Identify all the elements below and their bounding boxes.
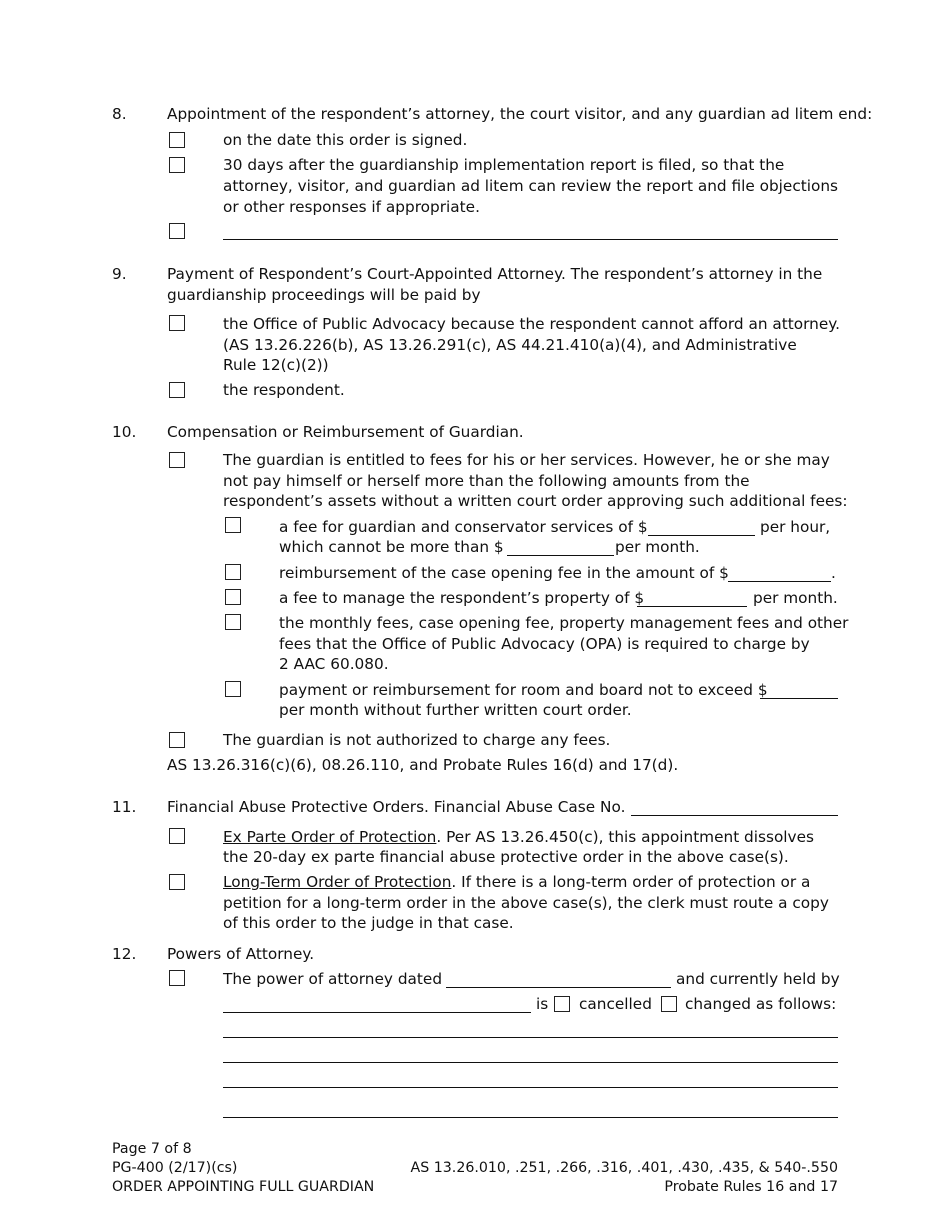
footer-form-title: ORDER APPOINTING FULL GUARDIAN xyxy=(112,1179,375,1195)
item10-room-board-field[interactable] xyxy=(760,698,838,699)
item12-changed-label: changed as follows: xyxy=(685,995,837,1013)
item10-opa-fees-line2: fees that the Office of Public Advocacy (OPA) is required to charge by xyxy=(279,635,810,653)
item10-property-fee-checkbox[interactable] xyxy=(225,589,241,605)
item12-poa-holder-field[interactable] xyxy=(223,1012,531,1013)
item8-option3-checkbox[interactable] xyxy=(169,223,185,239)
item12-cancelled-label: cancelled xyxy=(579,995,652,1013)
item10-property-fee-suffix: per month. xyxy=(753,589,838,607)
item10-opa-fees-line3: 2 AAC 60.080. xyxy=(279,655,389,673)
item9-number: 9. xyxy=(112,265,127,283)
item8-option1-label: on the date this order is signed. xyxy=(223,131,468,149)
item10-reimbursement-label: reimbursement of the case opening fee in the amount of $ xyxy=(279,564,729,582)
item9-heading-line1: Payment of Respondent’s Court-Appointed Attorney. The respondent’s attorney in the xyxy=(167,265,823,283)
item10-number: 10. xyxy=(112,423,137,441)
item10-reimbursement-field[interactable] xyxy=(728,581,831,582)
item10-hourly-fee-field[interactable] xyxy=(648,535,755,536)
item11-ex-parte-line2: the 20-day ex parte financial abuse protective order in the above case(s). xyxy=(223,848,789,866)
item10-fees-line1: The guardian is entitled to fees for his or her services. However, he or she may xyxy=(223,451,830,469)
item12-poa-dated-label: The power of attorney dated xyxy=(223,970,443,988)
footer-form-number: PG-400 (2/17)(cs) xyxy=(112,1160,238,1176)
item8-other-field[interactable] xyxy=(223,239,838,240)
item11-long-term-line3: of this order to the judge in that case. xyxy=(223,914,514,932)
item8-option2-line1: 30 days after the guardianship implementation report is filed, so that the xyxy=(223,156,785,174)
item8-option2-line3: or other responses if appropriate. xyxy=(223,198,480,216)
item9-respondent-label: the respondent. xyxy=(223,381,345,399)
item12-poa-checkbox[interactable] xyxy=(169,970,185,986)
item11-long-term-line1 xyxy=(223,872,810,893)
item10-monthly-cap-suffix: per month. xyxy=(615,538,700,556)
footer-page-number: Page 7 of 8 xyxy=(112,1141,192,1157)
item10-monthly-cap-field[interactable] xyxy=(507,555,614,556)
item11-heading: Financial Abuse Protective Orders. Financial Abuse Case No. xyxy=(167,798,626,816)
item10-opa-fees-checkbox[interactable] xyxy=(225,614,241,630)
item10-heading: Compensation or Reimbursement of Guardian. xyxy=(167,423,524,441)
item10-reimbursement-period: . xyxy=(831,564,836,582)
item10-room-board-checkbox[interactable] xyxy=(225,681,241,697)
item10-not-authorized-checkbox[interactable] xyxy=(169,732,185,748)
item10-opa-fees-line1: the monthly fees, case opening fee, property management fees and other xyxy=(279,614,849,632)
item12-number: 12. xyxy=(112,945,137,963)
item10-hourly-fee-checkbox[interactable] xyxy=(225,517,241,533)
item10-not-authorized-label: The guardian is not authorized to charge any fees. xyxy=(223,731,611,749)
item10-fees-line3: respondent’s assets without a written court order approving such additional fees: xyxy=(223,492,848,510)
item12-poa-held-label: and currently held by xyxy=(676,970,840,988)
item10-reimbursement-checkbox[interactable] xyxy=(225,564,241,580)
item11-ex-parte-text: . Per AS 13.26.450(c), this appointment dissolves xyxy=(436,828,814,846)
item8-heading: Appointment of the respondent’s attorney, the court visitor, and any guardian ad litem end: xyxy=(167,105,873,123)
item12-changes-line1[interactable] xyxy=(223,1037,838,1038)
item12-heading: Powers of Attorney. xyxy=(167,945,315,963)
item10-property-fee-label: a fee to manage the respondent’s property of $ xyxy=(279,589,645,607)
item10-citation: AS 13.26.316(c)(6), 08.26.110, and Probate Rules 16(d) and 17(d). xyxy=(167,756,679,774)
item8-option2-checkbox[interactable] xyxy=(169,157,185,173)
item11-case-number-field[interactable] xyxy=(631,815,838,816)
item8-option1-checkbox[interactable] xyxy=(169,132,185,148)
item10-room-board-label: payment or reimbursement for room and board not to exceed $ xyxy=(279,681,768,699)
item10-monthly-cap-label: which cannot be more than $ xyxy=(279,538,504,556)
item11-ex-parte-line1 xyxy=(223,827,814,848)
item10-fees-line2: not pay himself or herself more than the following amounts from the xyxy=(223,472,750,490)
item9-opa-line1: the Office of Public Advocacy because the respondent cannot afford an attorney. xyxy=(223,315,841,333)
item11-ex-parte-title: Ex Parte Order of Protection xyxy=(223,828,437,846)
item12-changes-line4[interactable] xyxy=(223,1117,838,1118)
item12-changes-line2[interactable] xyxy=(223,1062,838,1063)
item10-room-board-line2: per month without further written court order. xyxy=(279,701,632,719)
item11-number: 11. xyxy=(112,798,137,816)
item8-number: 8. xyxy=(112,105,127,123)
item9-opa-line3: Rule 12(c)(2)) xyxy=(223,356,329,374)
footer-statutes: AS 13.26.010, .251, .266, .316, .401, .430, .435, & 540-.550 xyxy=(410,1160,838,1176)
item9-opa-checkbox[interactable] xyxy=(169,315,185,331)
item12-cancelled-checkbox[interactable] xyxy=(554,996,570,1012)
footer-probate-rules: Probate Rules 16 and 17 xyxy=(664,1179,838,1195)
item12-poa-is-label: is xyxy=(536,995,549,1013)
item11-long-term-line2: petition for a long-term order in the above case(s), the clerk must route a copy xyxy=(223,894,829,912)
item9-heading-line2: guardianship proceedings will be paid by xyxy=(167,286,481,304)
item11-long-term-title: Long-Term Order of Protection xyxy=(223,873,452,891)
item12-changed-checkbox[interactable] xyxy=(661,996,677,1012)
item9-opa-line2: (AS 13.26.226(b), AS 13.26.291(c), AS 44.21.410(a)(4), and Administrative xyxy=(223,336,797,354)
item12-poa-date-field[interactable] xyxy=(446,987,671,988)
item11-long-term-checkbox[interactable] xyxy=(169,874,185,890)
item10-hourly-fee-suffix: per hour, xyxy=(760,518,831,536)
item11-long-term-text: . If there is a long-term order of protection or a xyxy=(451,873,811,891)
item10-fees-checkbox[interactable] xyxy=(169,452,185,468)
item8-option2-line2: attorney, visitor, and guardian ad litem can review the report and file objections xyxy=(223,177,839,195)
item9-respondent-checkbox[interactable] xyxy=(169,382,185,398)
item11-ex-parte-checkbox[interactable] xyxy=(169,828,185,844)
item10-property-fee-field[interactable] xyxy=(637,606,747,607)
item12-changes-line3[interactable] xyxy=(223,1087,838,1088)
item10-hourly-fee-label: a fee for guardian and conservator services of $ xyxy=(279,518,648,536)
